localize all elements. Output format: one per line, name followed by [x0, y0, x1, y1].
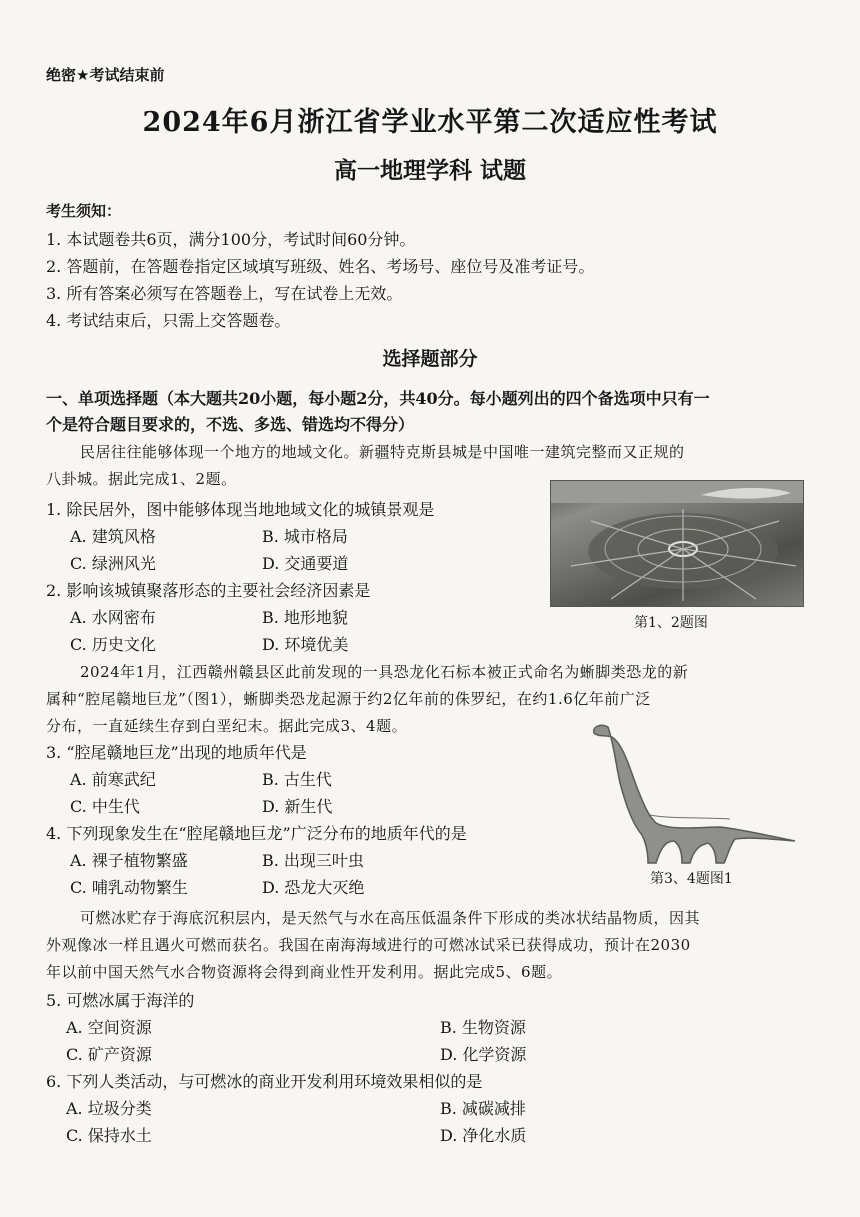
- question-stem: 3. “腔尾赣地巨龙”出现的地质年代是: [46, 743, 307, 762]
- figure-caption: 第3、4题图1: [650, 871, 733, 887]
- option-d: D. 恐龙大灭绝: [262, 878, 365, 897]
- question-stem: 2. 影响该城镇聚落形态的主要社会经济因素是: [46, 581, 371, 600]
- option-b: B. 古生代: [262, 770, 332, 789]
- part-instructions: 个是符合题目要求的，不选、多选、错选均不得分）: [46, 415, 415, 434]
- notice-item: 3. 所有答案必须写在答题卷上，写在试卷上无效。: [46, 284, 403, 303]
- question-stem: 1. 除民居外，图中能够体现当地地域文化的城镇景观是: [46, 500, 435, 519]
- figure-caption: 第1、2题图: [634, 615, 708, 631]
- notice-item: 1. 本试题卷共6页，满分100分，考试时间60分钟。: [46, 230, 416, 249]
- option-d: D. 交通要道: [262, 554, 349, 573]
- option-b: B. 城市格局: [262, 527, 348, 546]
- option-a: A. 空间资源: [66, 1018, 152, 1037]
- question-stem: 6. 下列人类活动，与可燃冰的商业开发利用环境效果相似的是: [46, 1072, 483, 1091]
- option-a: A. 裸子植物繁盛: [70, 851, 188, 870]
- option-c: C. 绿洲风光: [70, 554, 156, 573]
- option-c: C. 保持水土: [66, 1126, 152, 1145]
- option-b: B. 出现三叶虫: [262, 851, 364, 870]
- page-title: 2024年6月浙江省学业水平第二次适应性考试: [142, 107, 718, 138]
- notice-item: 2. 答题前，在答题卷指定区域填写班级、姓名、考场号、座位号及准考证号。: [46, 257, 595, 276]
- passage-text: 属种“腔尾赣地巨龙”（图1），蜥脚类恐龙起源于约2亿年前的侏罗纪，在约1.6亿年前广泛: [46, 690, 651, 708]
- notice-item: 4. 考试结束后，只需上交答题卷。: [46, 311, 291, 330]
- option-d: D. 新生代: [262, 797, 333, 816]
- passage-text: 可燃冰贮存于海底沉积层内，是天然气与水在高压低温条件下形成的类冰状结晶物质，因其: [80, 909, 701, 927]
- passage-text: 年以前中国天然气水合物资源将会得到商业性开发利用。据此完成5、6题。: [46, 963, 563, 981]
- option-d: D. 环境优美: [262, 635, 349, 654]
- option-b: B. 地形地貌: [262, 608, 348, 627]
- option-b: B. 生物资源: [440, 1018, 526, 1037]
- notice-heading: 考生须知：: [46, 202, 122, 220]
- option-a: A. 水网密布: [70, 608, 156, 627]
- dinosaur-illustration: [590, 715, 800, 865]
- secret-label: 绝密★考试结束前: [46, 66, 165, 84]
- part-instructions: 一、单项选择题（本大题共20小题，每小题2分，共40分。每小题列出的四个备选项中只有一: [46, 389, 710, 408]
- bagua-city-photo: [550, 480, 804, 607]
- option-c: C. 哺乳动物繁生: [70, 878, 188, 897]
- page-subtitle: 高一地理学科 试题: [333, 157, 526, 184]
- question-stem: 4. 下列现象发生在“腔尾赣地巨龙”广泛分布的地质年代的是: [46, 824, 467, 843]
- passage-text: 2024年1月，江西赣州赣县区此前发现的一具恐龙化石标本被正式命名为蜥脚类恐龙的新: [80, 663, 689, 681]
- option-a: A. 建筑风格: [70, 527, 156, 546]
- passage-text: 八卦城。据此完成1、2题。: [46, 470, 237, 488]
- option-c: C. 中生代: [70, 797, 140, 816]
- option-c: C. 矿产资源: [66, 1045, 152, 1064]
- section-title: 选择题部分: [382, 348, 478, 370]
- passage-text: 民居往往能够体现一个地方的地域文化。新疆特克斯县城是中国唯一建筑完整而又正规的: [80, 443, 685, 461]
- question-stem: 5. 可燃冰属于海洋的: [46, 991, 195, 1010]
- passage-text: 分布，一直延续生存到白垩纪末。据此完成3、4题。: [46, 717, 408, 735]
- option-a: A. 垃圾分类: [66, 1099, 152, 1118]
- option-c: C. 历史文化: [70, 635, 156, 654]
- passage-text: 外观像冰一样且遇火可燃而获名。我国在南海海域进行的可燃冰试采已获得成功，预计在2030: [46, 936, 691, 954]
- option-b: B. 减碳减排: [440, 1099, 526, 1118]
- option-d: D. 化学资源: [440, 1045, 527, 1064]
- option-d: D. 净化水质: [440, 1126, 527, 1145]
- option-a: A. 前寒武纪: [70, 770, 156, 789]
